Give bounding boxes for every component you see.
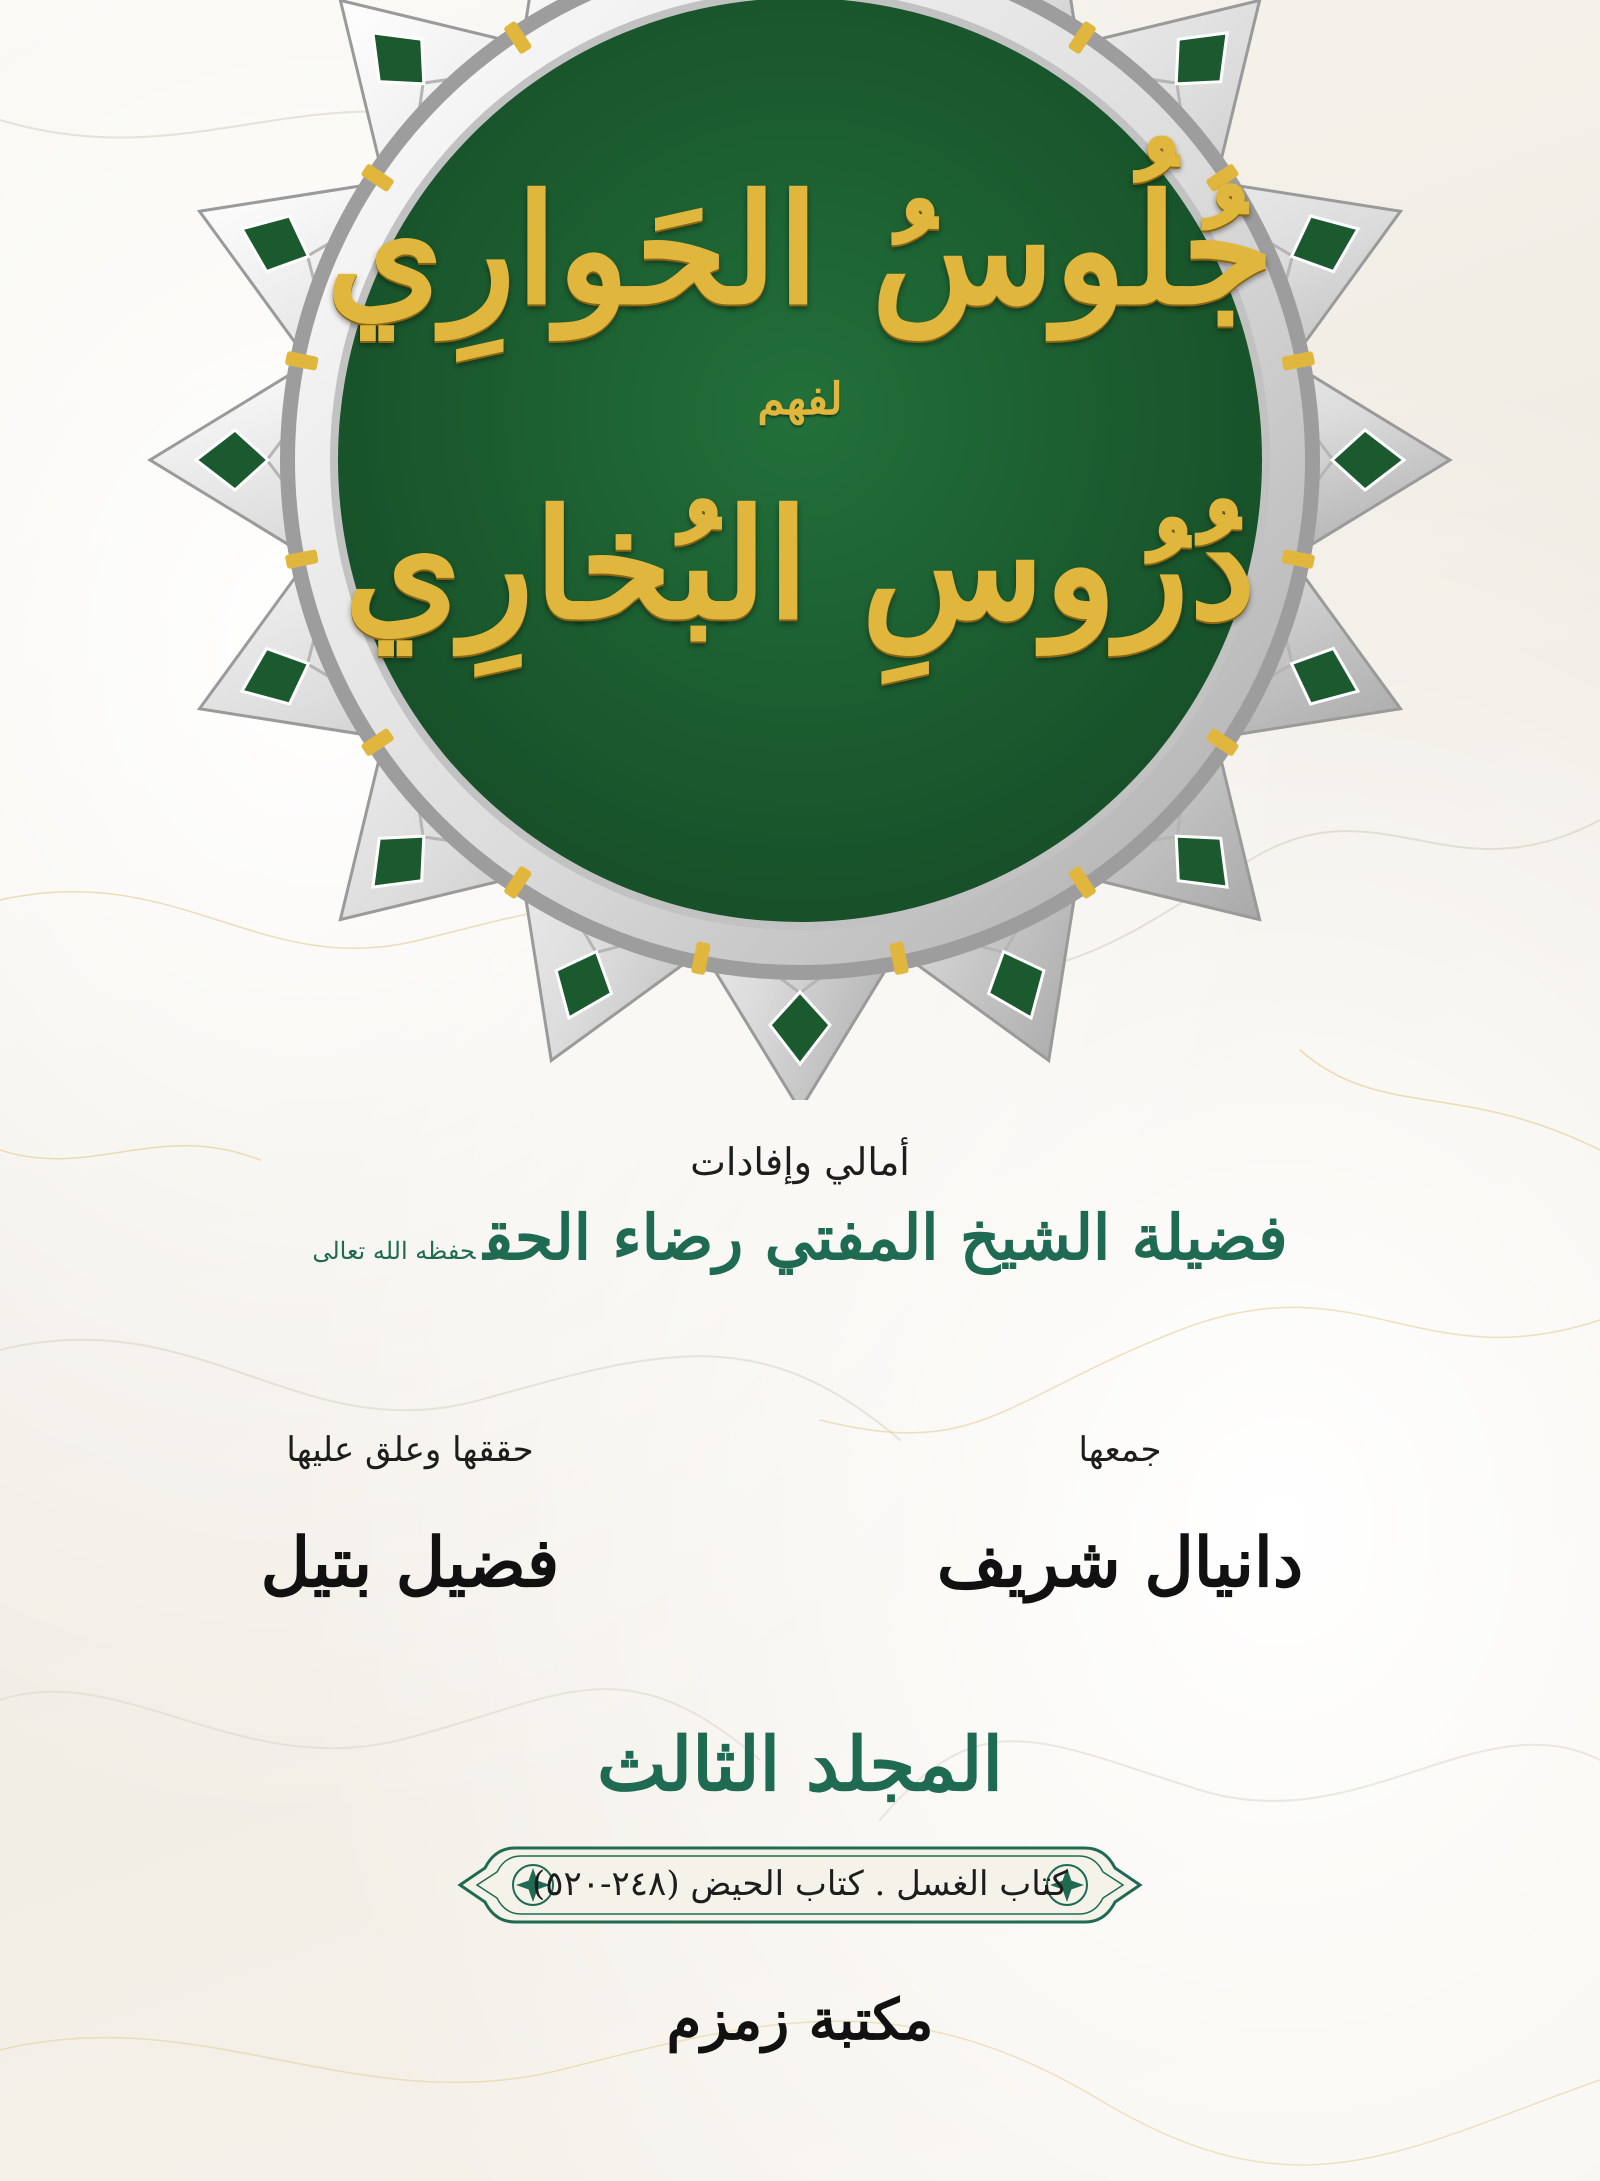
sheikh-name-line: [0, 1200, 1600, 1289]
title-line-2: دُرُوسِ البُخارِي: [343, 477, 1256, 653]
dictation-label: أمالي وإفادات: [690, 1140, 910, 1184]
title-connector: لفهم: [757, 374, 843, 425]
scope-text: كتاب الغسل . كتاب الحيض (٢٤٨-٥٢٠): [531, 1864, 1069, 1904]
sheikh-name: فضيلة الشيخ المفتي رضاء الحق: [483, 1201, 1288, 1274]
green-diamond-window: [1176, 836, 1227, 887]
compiler-name: دانيال شريف: [936, 1523, 1304, 1603]
green-diamond-window: [373, 836, 424, 887]
sheikh-honorific: حفظه الله تعالى: [312, 1237, 476, 1265]
title-line-1: جُلُوسُ الحَوارِي: [325, 162, 1275, 338]
editor-name: فضيل بتيل: [260, 1523, 560, 1603]
compiler-block: [820, 1430, 1420, 1608]
compiler-role: جمعها: [1078, 1430, 1162, 1470]
green-diamond-window: [373, 33, 424, 84]
volume-label: المجلد الثالث: [597, 1722, 1003, 1808]
green-diamond-window: [1176, 33, 1227, 84]
publisher-name: مكتبة زمزم: [666, 1987, 934, 2053]
editor-role: حققها وعلق عليها: [286, 1430, 534, 1470]
editor-block: [110, 1430, 710, 1608]
